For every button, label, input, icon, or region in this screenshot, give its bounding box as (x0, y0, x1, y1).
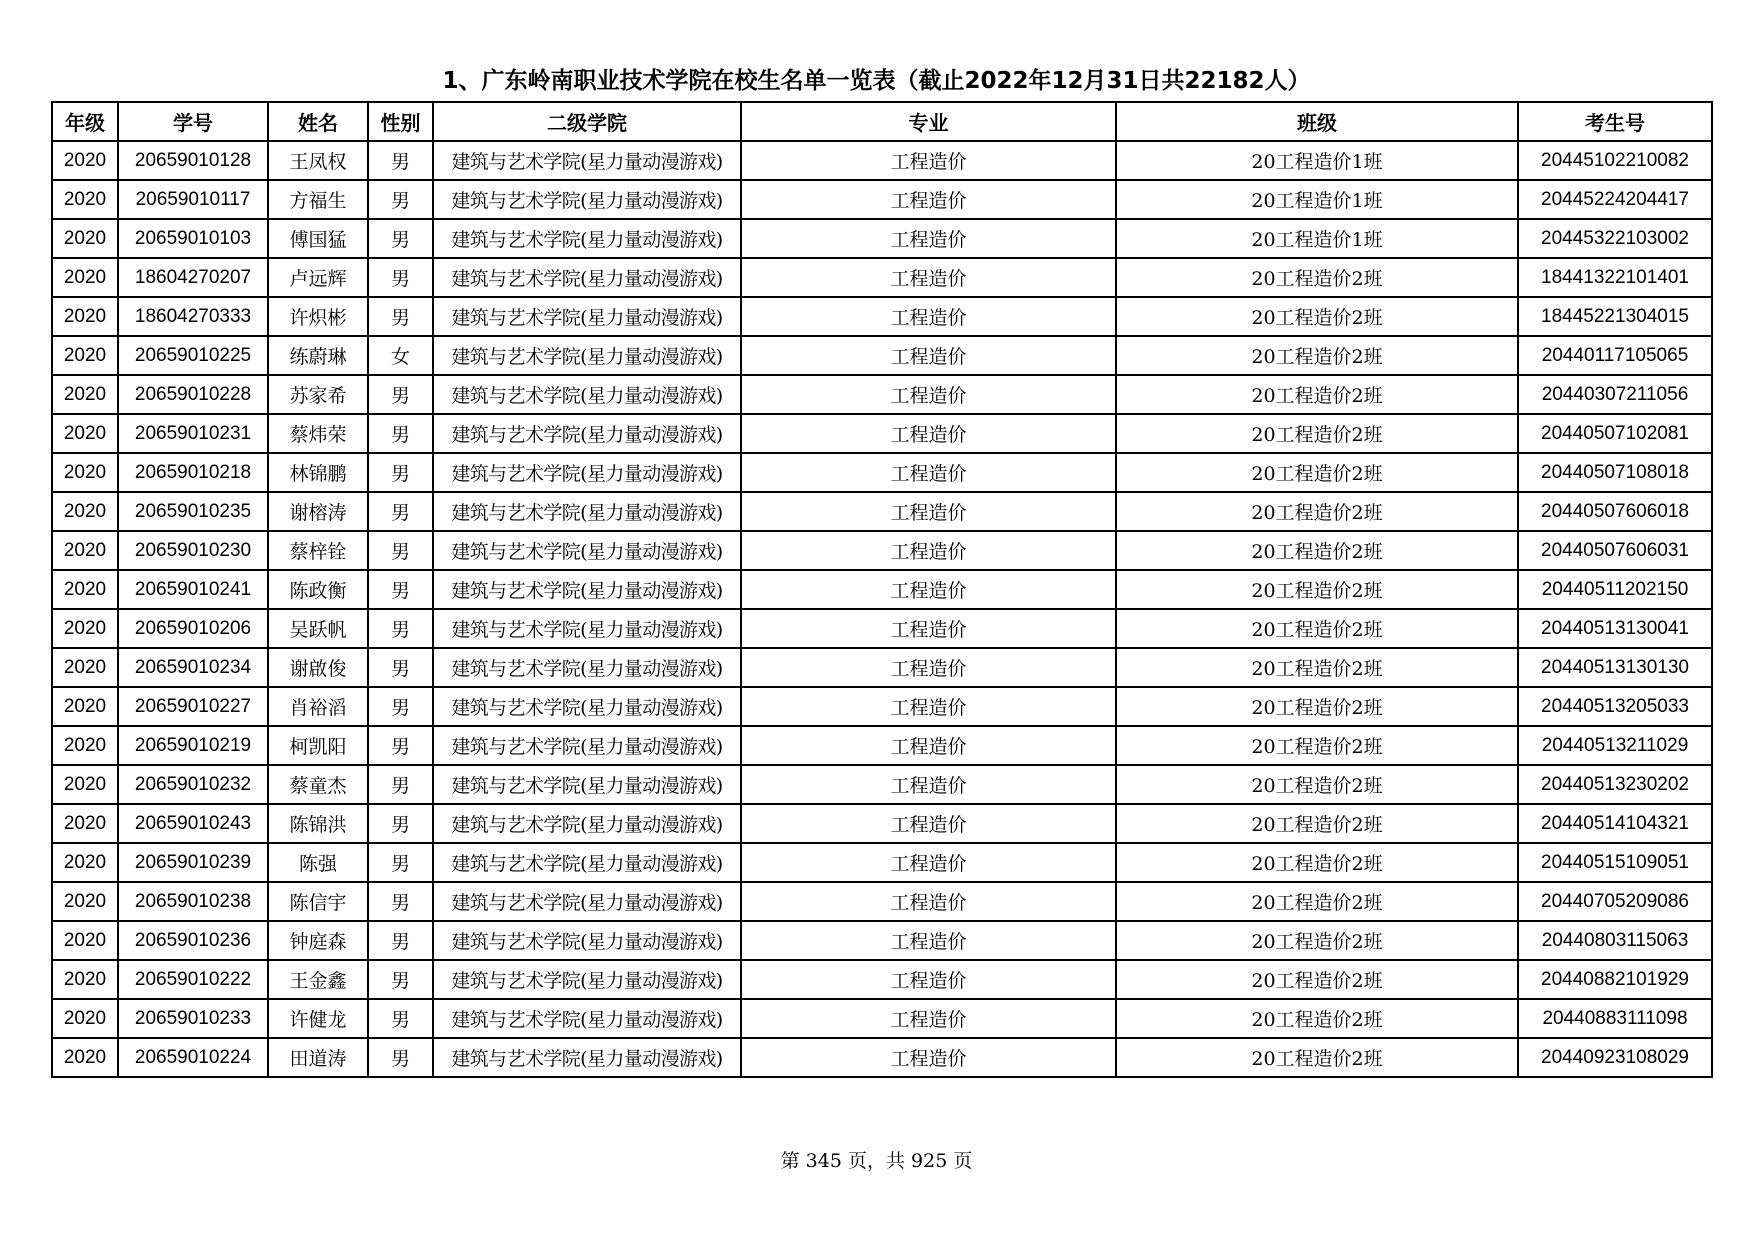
table-row (52, 141, 1712, 180)
cell-college: 建筑与艺术学院(星力量动漫游戏) (433, 219, 741, 258)
cell-exam-number: 20445224204417 (1518, 180, 1712, 219)
cell-major: 工程造价 (741, 648, 1116, 687)
cell-exam-number: 20445322103002 (1518, 219, 1712, 258)
cell-class: 20工程造价2班 (1116, 492, 1518, 531)
cell-exam-number: 20440882101929 (1518, 960, 1712, 999)
cell-gender: 男 (368, 804, 433, 843)
cell-exam-number: 20440515109051 (1518, 843, 1712, 882)
cell-gender: 男 (368, 375, 433, 414)
cell-gender: 男 (368, 531, 433, 570)
cell-college: 建筑与艺术学院(星力量动漫游戏) (433, 999, 741, 1038)
cell-name: 柯凯阳 (268, 726, 368, 765)
table-row (52, 843, 1712, 882)
cell-name: 王金鑫 (268, 960, 368, 999)
cell-student-id: 20659010234 (118, 648, 268, 687)
column-header-major: 专业 (741, 102, 1116, 141)
cell-class: 20工程造价1班 (1116, 180, 1518, 219)
cell-college: 建筑与艺术学院(星力量动漫游戏) (433, 297, 741, 336)
cell-name: 蔡炜荣 (268, 414, 368, 453)
cell-college: 建筑与艺术学院(星力量动漫游戏) (433, 843, 741, 882)
cell-grade: 2020 (52, 180, 118, 219)
cell-grade: 2020 (52, 219, 118, 258)
cell-student-id: 20659010117 (118, 180, 268, 219)
cell-major: 工程造价 (741, 297, 1116, 336)
cell-class: 20工程造价2班 (1116, 258, 1518, 297)
cell-gender: 男 (368, 1038, 433, 1077)
cell-exam-number: 20440117105065 (1518, 336, 1712, 375)
cell-student-id: 20659010128 (118, 141, 268, 180)
cell-gender: 男 (368, 648, 433, 687)
cell-name: 谢榕涛 (268, 492, 368, 531)
cell-name: 陈强 (268, 843, 368, 882)
cell-gender: 男 (368, 453, 433, 492)
cell-student-id: 20659010219 (118, 726, 268, 765)
cell-class: 20工程造价2班 (1116, 297, 1518, 336)
cell-grade: 2020 (52, 453, 118, 492)
cell-grade: 2020 (52, 570, 118, 609)
cell-student-id: 20659010230 (118, 531, 268, 570)
column-header-class: 班级 (1116, 102, 1518, 141)
cell-college: 建筑与艺术学院(星力量动漫游戏) (433, 531, 741, 570)
cell-college: 建筑与艺术学院(星力量动漫游戏) (433, 141, 741, 180)
cell-name: 田道涛 (268, 1038, 368, 1077)
cell-exam-number: 20440513130130 (1518, 648, 1712, 687)
cell-college: 建筑与艺术学院(星力量动漫游戏) (433, 960, 741, 999)
cell-college: 建筑与艺术学院(星力量动漫游戏) (433, 921, 741, 960)
cell-name: 许炽彬 (268, 297, 368, 336)
cell-grade: 2020 (52, 882, 118, 921)
cell-major: 工程造价 (741, 531, 1116, 570)
cell-grade: 2020 (52, 375, 118, 414)
cell-name: 方福生 (268, 180, 368, 219)
cell-major: 工程造价 (741, 804, 1116, 843)
cell-class: 20工程造价2班 (1116, 921, 1518, 960)
cell-class: 20工程造价2班 (1116, 648, 1518, 687)
table-row (52, 414, 1712, 453)
cell-exam-number: 20440511202150 (1518, 570, 1712, 609)
cell-grade: 2020 (52, 843, 118, 882)
cell-gender: 男 (368, 960, 433, 999)
cell-gender: 男 (368, 492, 433, 531)
cell-name: 王凤权 (268, 141, 368, 180)
cell-college: 建筑与艺术学院(星力量动漫游戏) (433, 453, 741, 492)
table-row (52, 999, 1712, 1038)
cell-exam-number: 20440923108029 (1518, 1038, 1712, 1077)
table-row (52, 960, 1712, 999)
student-roster-table (51, 101, 1713, 1078)
cell-gender: 男 (368, 414, 433, 453)
table-row (52, 921, 1712, 960)
cell-grade: 2020 (52, 336, 118, 375)
table-row (52, 804, 1712, 843)
cell-major: 工程造价 (741, 609, 1116, 648)
cell-major: 工程造价 (741, 726, 1116, 765)
cell-class: 20工程造价1班 (1116, 219, 1518, 258)
cell-name: 许健龙 (268, 999, 368, 1038)
cell-class: 20工程造价2班 (1116, 882, 1518, 921)
cell-gender: 男 (368, 297, 433, 336)
cell-exam-number: 20440507606018 (1518, 492, 1712, 531)
cell-class: 20工程造价2班 (1116, 999, 1518, 1038)
cell-grade: 2020 (52, 297, 118, 336)
cell-major: 工程造价 (741, 843, 1116, 882)
cell-student-id: 20659010235 (118, 492, 268, 531)
cell-college: 建筑与艺术学院(星力量动漫游戏) (433, 609, 741, 648)
cell-student-id: 20659010227 (118, 687, 268, 726)
cell-grade: 2020 (52, 258, 118, 297)
cell-grade: 2020 (52, 648, 118, 687)
table-row (52, 492, 1712, 531)
cell-student-id: 20659010103 (118, 219, 268, 258)
cell-college: 建筑与艺术学院(星力量动漫游戏) (433, 765, 741, 804)
cell-student-id: 20659010218 (118, 453, 268, 492)
cell-major: 工程造价 (741, 414, 1116, 453)
table-row (52, 375, 1712, 414)
cell-college: 建筑与艺术学院(星力量动漫游戏) (433, 687, 741, 726)
cell-class: 20工程造价2班 (1116, 960, 1518, 999)
cell-class: 20工程造价1班 (1116, 141, 1518, 180)
cell-name: 蔡童杰 (268, 765, 368, 804)
cell-major: 工程造价 (741, 453, 1116, 492)
cell-class: 20工程造价2班 (1116, 375, 1518, 414)
table-body (52, 141, 1712, 1077)
cell-gender: 男 (368, 570, 433, 609)
cell-gender: 男 (368, 141, 433, 180)
cell-student-id: 18604270207 (118, 258, 268, 297)
cell-exam-number: 20440513211029 (1518, 726, 1712, 765)
cell-major: 工程造价 (741, 258, 1116, 297)
cell-grade: 2020 (52, 609, 118, 648)
cell-college: 建筑与艺术学院(星力量动漫游戏) (433, 570, 741, 609)
cell-grade: 2020 (52, 141, 118, 180)
cell-student-id: 20659010225 (118, 336, 268, 375)
cell-major: 工程造价 (741, 492, 1116, 531)
cell-college: 建筑与艺术学院(星力量动漫游戏) (433, 180, 741, 219)
cell-grade: 2020 (52, 999, 118, 1038)
table-row (52, 609, 1712, 648)
cell-student-id: 20659010206 (118, 609, 268, 648)
cell-name: 蔡梓铨 (268, 531, 368, 570)
page-number-footer: 第 345 页，共 925 页 (780, 1150, 973, 1172)
cell-exam-number: 20445102210082 (1518, 141, 1712, 180)
cell-student-id: 20659010233 (118, 999, 268, 1038)
cell-exam-number: 20440705209086 (1518, 882, 1712, 921)
cell-gender: 男 (368, 687, 433, 726)
cell-exam-number: 20440514104321 (1518, 804, 1712, 843)
cell-name: 陈信宇 (268, 882, 368, 921)
cell-class: 20工程造价2班 (1116, 1038, 1518, 1077)
cell-name: 谢啟俊 (268, 648, 368, 687)
cell-gender: 男 (368, 219, 433, 258)
cell-gender: 男 (368, 765, 433, 804)
cell-college: 建筑与艺术学院(星力量动漫游戏) (433, 375, 741, 414)
cell-major: 工程造价 (741, 765, 1116, 804)
cell-student-id: 20659010232 (118, 765, 268, 804)
table-row (52, 297, 1712, 336)
cell-student-id: 20659010241 (118, 570, 268, 609)
cell-student-id: 20659010228 (118, 375, 268, 414)
cell-student-id: 20659010231 (118, 414, 268, 453)
cell-grade: 2020 (52, 921, 118, 960)
cell-major: 工程造价 (741, 687, 1116, 726)
cell-name: 陈锦洪 (268, 804, 368, 843)
cell-major: 工程造价 (741, 570, 1116, 609)
table-row (52, 180, 1712, 219)
cell-gender: 男 (368, 999, 433, 1038)
table-row (52, 453, 1712, 492)
cell-gender: 男 (368, 180, 433, 219)
cell-major: 工程造价 (741, 999, 1116, 1038)
cell-student-id: 18604270333 (118, 297, 268, 336)
cell-name: 苏家希 (268, 375, 368, 414)
cell-exam-number: 20440513130041 (1518, 609, 1712, 648)
cell-college: 建筑与艺术学院(星力量动漫游戏) (433, 648, 741, 687)
cell-exam-number: 20440507108018 (1518, 453, 1712, 492)
cell-college: 建筑与艺术学院(星力量动漫游戏) (433, 336, 741, 375)
cell-exam-number: 20440507606031 (1518, 531, 1712, 570)
cell-major: 工程造价 (741, 921, 1116, 960)
cell-exam-number: 20440803115063 (1518, 921, 1712, 960)
cell-exam-number: 20440507102081 (1518, 414, 1712, 453)
cell-name: 傅国猛 (268, 219, 368, 258)
cell-gender: 男 (368, 258, 433, 297)
cell-major: 工程造价 (741, 219, 1116, 258)
cell-class: 20工程造价2班 (1116, 453, 1518, 492)
cell-exam-number: 20440513230202 (1518, 765, 1712, 804)
cell-name: 练蔚琳 (268, 336, 368, 375)
column-header-student-id: 学号 (118, 102, 268, 141)
cell-name: 肖裕滔 (268, 687, 368, 726)
cell-class: 20工程造价2班 (1116, 687, 1518, 726)
cell-grade: 2020 (52, 765, 118, 804)
column-header-name: 姓名 (268, 102, 368, 141)
cell-major: 工程造价 (741, 960, 1116, 999)
cell-major: 工程造价 (741, 1038, 1116, 1077)
cell-name: 陈政衡 (268, 570, 368, 609)
cell-grade: 2020 (52, 687, 118, 726)
cell-exam-number: 20440513205033 (1518, 687, 1712, 726)
column-header-college: 二级学院 (433, 102, 741, 141)
cell-gender: 男 (368, 726, 433, 765)
cell-student-id: 20659010238 (118, 882, 268, 921)
cell-college: 建筑与艺术学院(星力量动漫游戏) (433, 726, 741, 765)
table-row (52, 648, 1712, 687)
cell-class: 20工程造价2班 (1116, 765, 1518, 804)
table-row (52, 258, 1712, 297)
cell-college: 建筑与艺术学院(星力量动漫游戏) (433, 414, 741, 453)
cell-college: 建筑与艺术学院(星力量动漫游戏) (433, 804, 741, 843)
cell-class: 20工程造价2班 (1116, 336, 1518, 375)
cell-major: 工程造价 (741, 180, 1116, 219)
table-row (52, 1038, 1712, 1077)
cell-class: 20工程造价2班 (1116, 414, 1518, 453)
page-title: 1、广东岭南职业技术学院在校生名单一览表（截止2022年12月31日共22182人） (442, 68, 1311, 94)
cell-major: 工程造价 (741, 375, 1116, 414)
cell-gender: 男 (368, 843, 433, 882)
cell-exam-number: 20440883111098 (1518, 999, 1712, 1038)
cell-college: 建筑与艺术学院(星力量动漫游戏) (433, 1038, 741, 1077)
cell-name: 林锦鹏 (268, 453, 368, 492)
cell-class: 20工程造价2班 (1116, 570, 1518, 609)
cell-grade: 2020 (52, 960, 118, 999)
cell-name: 钟庭森 (268, 921, 368, 960)
cell-grade: 2020 (52, 1038, 118, 1077)
cell-student-id: 20659010222 (118, 960, 268, 999)
cell-student-id: 20659010224 (118, 1038, 268, 1077)
cell-name: 卢远辉 (268, 258, 368, 297)
cell-gender: 男 (368, 882, 433, 921)
cell-exam-number: 18441322101401 (1518, 258, 1712, 297)
cell-class: 20工程造价2班 (1116, 726, 1518, 765)
cell-student-id: 20659010236 (118, 921, 268, 960)
table-row (52, 687, 1712, 726)
column-header-grade: 年级 (52, 102, 118, 141)
cell-major: 工程造价 (741, 882, 1116, 921)
cell-grade: 2020 (52, 726, 118, 765)
table-row (52, 765, 1712, 804)
table-row (52, 726, 1712, 765)
cell-class: 20工程造价2班 (1116, 843, 1518, 882)
cell-exam-number: 18445221304015 (1518, 297, 1712, 336)
table-row (52, 219, 1712, 258)
cell-name: 吴跃帆 (268, 609, 368, 648)
cell-college: 建筑与艺术学院(星力量动漫游戏) (433, 258, 741, 297)
cell-gender: 男 (368, 609, 433, 648)
cell-grade: 2020 (52, 804, 118, 843)
cell-class: 20工程造价2班 (1116, 804, 1518, 843)
cell-gender: 男 (368, 921, 433, 960)
cell-grade: 2020 (52, 414, 118, 453)
table-header-row (52, 102, 1712, 141)
cell-major: 工程造价 (741, 141, 1116, 180)
cell-student-id: 20659010243 (118, 804, 268, 843)
cell-major: 工程造价 (741, 336, 1116, 375)
table-row (52, 531, 1712, 570)
table-row (52, 570, 1712, 609)
cell-grade: 2020 (52, 492, 118, 531)
cell-class: 20工程造价2班 (1116, 531, 1518, 570)
cell-college: 建筑与艺术学院(星力量动漫游戏) (433, 492, 741, 531)
column-header-gender: 性别 (368, 102, 433, 141)
column-header-exam-number: 考生号 (1518, 102, 1712, 141)
table-row (52, 882, 1712, 921)
cell-college: 建筑与艺术学院(星力量动漫游戏) (433, 882, 741, 921)
cell-gender: 女 (368, 336, 433, 375)
cell-student-id: 20659010239 (118, 843, 268, 882)
cell-class: 20工程造价2班 (1116, 609, 1518, 648)
cell-grade: 2020 (52, 531, 118, 570)
table-row (52, 336, 1712, 375)
cell-exam-number: 20440307211056 (1518, 375, 1712, 414)
